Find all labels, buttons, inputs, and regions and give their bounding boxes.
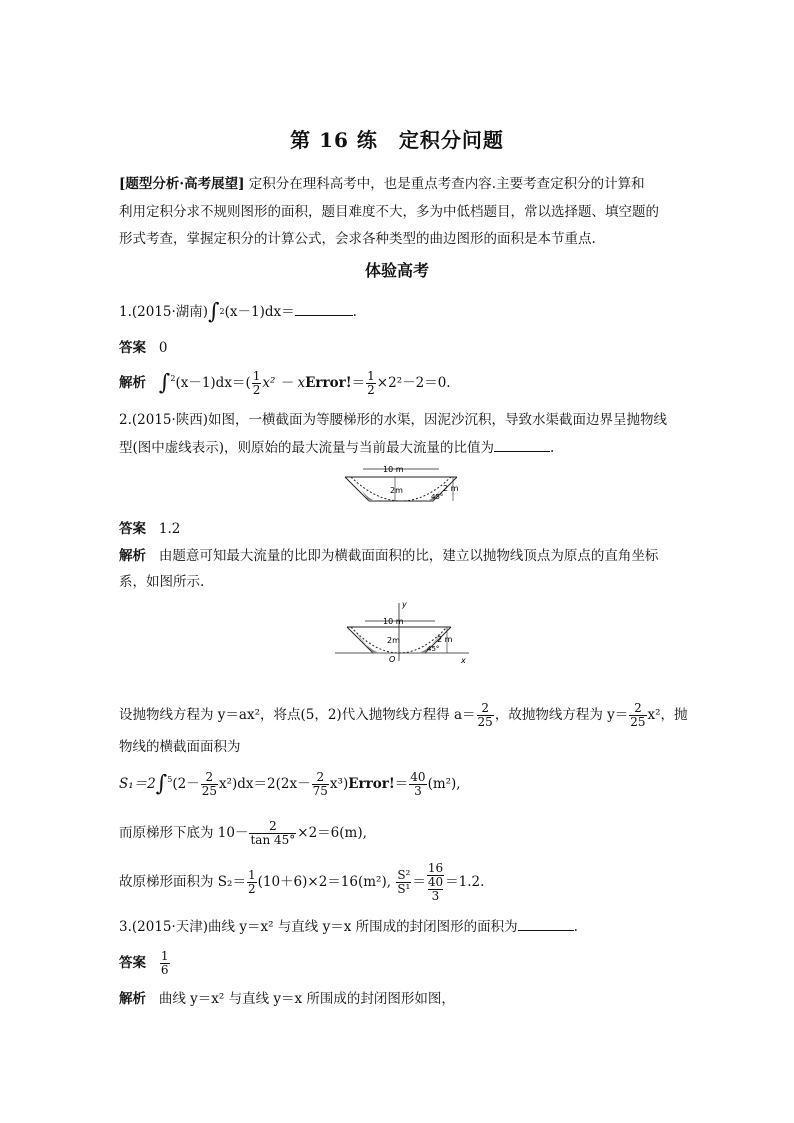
q3-answer: 答案 $\frac{1}{6}$ [119, 949, 169, 977]
svg-text:O: O [389, 655, 396, 664]
intro-tag: [题型分析·高考展望] [119, 176, 245, 192]
fig-label-top: 10 m [383, 465, 404, 474]
svg-text:2 m: 2 m [443, 484, 459, 493]
answer-blank [494, 439, 550, 452]
q2-eq-2: 物线的横截面面积为 [119, 739, 241, 755]
svg-text:10 m: 10 m [383, 617, 404, 626]
question-2-line-2: 型(图中虚线表示)，则原始的最大流量与当前最大流量的比值为 . [119, 440, 555, 456]
svg-text:45°: 45° [427, 645, 440, 653]
q3-analysis: 解析 曲线 y＝x² 与直线 y＝x 所围成的封闭图形如图， [119, 991, 455, 1007]
coordinate-figure [333, 597, 473, 667]
intro-line-2: 利用定积分求不规则图形的面积，题目难度不大，多为中低档题目，常以选择题、填空题的 [119, 204, 659, 220]
svg-text:2m: 2m [387, 636, 400, 645]
q1-analysis: 解析 ∫$^2$(x－1)dx＝( $\frac{1}{2}$ x² － xError!＝ $\frac{1}{2}$ ×2²－2＝0. [119, 369, 451, 397]
svg-text:2 m: 2 m [437, 635, 453, 644]
svg-text:x: x [461, 656, 466, 665]
svg-text:y: y [402, 600, 407, 609]
q2-eq-5: 故原梯形面积为 S₂＝ $\frac{1}{2}$ (10＋6)×2＝16(m²), $\frac{\text{S²}}{\text{S¹}}$ ＝ 16 40 3 ＝1.2. [119, 861, 485, 903]
q2-eq-3: S₁＝2∫$^5$(2－ $\frac{2}{25}$ x²)dx＝2(2x－ $\frac{2}{75}$ x³)Error!＝ $\frac{40}{3}$ (m²), [119, 770, 461, 798]
q2-eq-4: 而原梯形下底为 10－ $\frac{2}{\tan 45^\circ}$ ×2＝6(m), [119, 819, 367, 847]
answer-blank [518, 918, 574, 931]
integral-sign: ∫ [208, 299, 220, 325]
intro-line-1: [题型分析·高考展望] 定积分在理科高考中，也是重点考查内容.主要考查定积分的计算和 [119, 176, 645, 192]
question-3: 3.(2015·天津)曲线 y＝x² 与直线 y＝x 所围成的封闭图形的面积为 . [119, 919, 578, 935]
page-title: 第 16 练 定积分问题 [290, 128, 504, 152]
svg-text:2m: 2m [390, 486, 403, 495]
trapezoid-figure [335, 463, 465, 511]
svg-text:45°: 45° [431, 493, 444, 501]
q2-eq-1: 设抛物线方程为 y＝ax²，将点(5，2)代入抛物线方程得 a＝ $\frac{2}{25}$ ，故抛物线方程为 y＝ $\frac{2}{25}$ x²，抛 [119, 701, 688, 729]
q2-analysis-1: 解析 由题意可知最大流量的比即为横截面面积的比，建立以抛物线顶点为原点的直角坐标 [119, 548, 659, 564]
q2-analysis-2: 系，如图所示. [119, 574, 205, 590]
intro-line-3: 形式考查，掌握定积分的计算公式，会求各种类型的曲边图形的面积是本节重点. [119, 231, 596, 247]
question-1: 1.(2015·湖南)∫$^2$(x－1)dx＝ . [119, 299, 357, 325]
answer-blank [295, 303, 353, 316]
section-heading: 体验高考 [364, 261, 429, 280]
question-2-line-1: 2.(2015·陕西)如图，一横截面为等腰梯形的水渠，因泥沙沉积，导致水渠截面边界呈抛物线 [119, 412, 668, 428]
q2-answer: 答案 1.2 [119, 521, 181, 537]
q1-answer: 答案 0 [119, 340, 168, 356]
